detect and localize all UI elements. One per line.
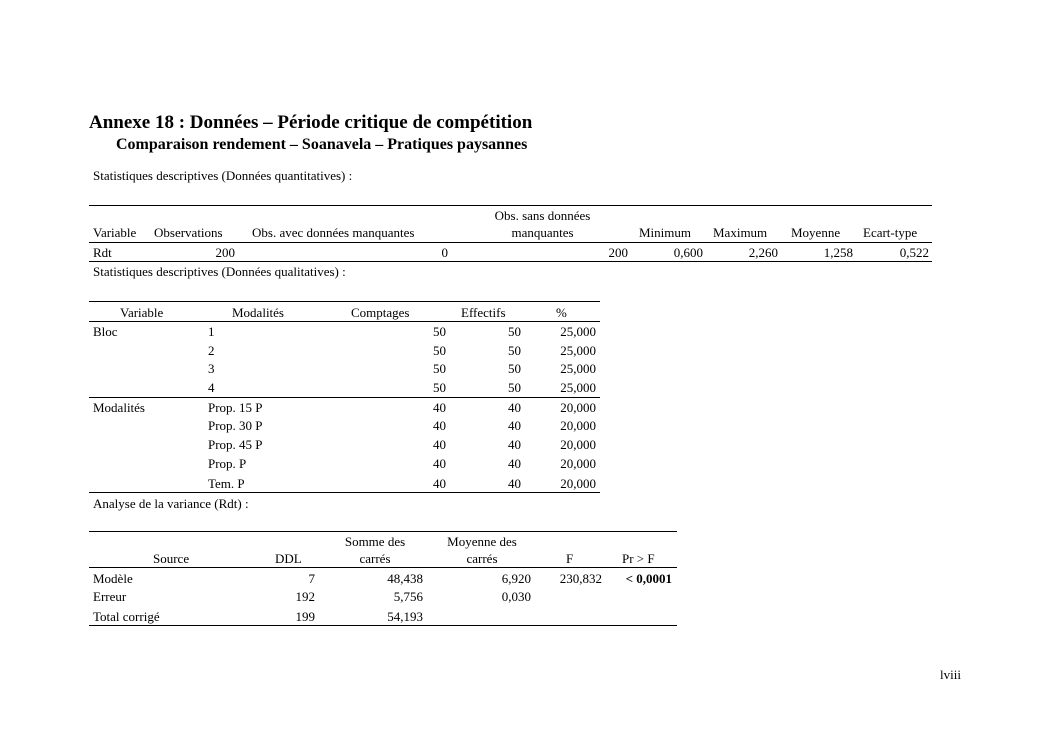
table-rule <box>89 321 600 322</box>
cell-comptage: 50 <box>433 380 446 395</box>
cell-source: Modèle <box>93 571 133 586</box>
cell-pct: 25,000 <box>560 324 596 339</box>
col-header-observations: Observations <box>154 225 223 240</box>
table-rule <box>89 625 677 626</box>
cell-effectif: 40 <box>508 476 521 491</box>
cell-effectif: 40 <box>508 456 521 471</box>
cell-maximum: 2,260 <box>748 245 778 260</box>
col-header-mc-line1: Moyenne des <box>447 534 517 549</box>
cell-moyenne: 1,258 <box>823 245 853 260</box>
cell-pct: 25,000 <box>560 380 596 395</box>
cell-modalite: 4 <box>208 380 215 395</box>
cell-modalite: Prop. 30 P <box>208 418 263 433</box>
col-header-pr: Pr > F <box>622 551 655 566</box>
cell-effectif: 50 <box>508 324 521 339</box>
col-header-comptages: Comptages <box>351 305 410 320</box>
cell-pct: 25,000 <box>560 361 596 376</box>
table-rule <box>89 242 932 243</box>
cell-observations: 200 <box>215 245 235 260</box>
cell-minimum: 0,600 <box>673 245 703 260</box>
cell-comptage: 40 <box>433 437 446 452</box>
cell-ecart: 0,522 <box>899 245 929 260</box>
cell-comptage: 50 <box>433 324 446 339</box>
col-header-ddl: DDL <box>275 551 302 566</box>
col-header-minimum: Minimum <box>639 225 692 240</box>
cell-comptage: 40 <box>433 456 446 471</box>
cell-source: Erreur <box>93 589 127 604</box>
cell-nomissing: 200 <box>608 245 628 260</box>
col-header-variable: Variable <box>120 305 164 320</box>
cell-pct: 25,000 <box>560 343 596 358</box>
cell-comptage: 50 <box>433 361 446 376</box>
cell-source: Total corrigé <box>93 609 160 624</box>
table-rule <box>89 567 677 568</box>
cell-variable: Rdt <box>93 245 112 260</box>
anova-caption: Analyse de la variance (Rdt) : <box>93 496 249 511</box>
cell-modalite: 2 <box>208 343 215 358</box>
group-label-bloc: Bloc <box>93 324 118 339</box>
cell-effectif: 40 <box>508 400 521 415</box>
cell-modalite: Prop. 15 P <box>208 400 263 415</box>
cell-mc: 6,920 <box>501 571 531 586</box>
page-number: lviii <box>940 667 961 682</box>
cell-pr: < 0,0001 <box>625 571 672 586</box>
col-header-modalites: Modalités <box>232 305 284 320</box>
cell-pct: 20,000 <box>560 476 596 491</box>
cell-modalite: Prop. 45 P <box>208 437 263 452</box>
table-rule <box>89 492 600 493</box>
qualitative-caption: Statistiques descriptives (Données qualitatives) : <box>93 264 346 279</box>
table-rule <box>89 531 677 532</box>
cell-effectif: 40 <box>508 418 521 433</box>
cell-mc: 0,030 <box>501 589 531 604</box>
cell-comptage: 40 <box>433 418 446 433</box>
col-header-nomissing-line2: manquantes <box>511 225 574 240</box>
page-title: Annexe 18 : Données – Période critique de compétition <box>89 112 533 133</box>
cell-sc: 48,438 <box>387 571 423 586</box>
col-header-sc-line1: Somme des <box>344 534 406 549</box>
cell-ddl: 199 <box>295 609 315 624</box>
cell-effectif: 40 <box>508 437 521 452</box>
cell-pct: 20,000 <box>560 456 596 471</box>
cell-missing: 0 <box>441 245 448 260</box>
table-rule <box>89 301 600 302</box>
cell-modalite: Tem. P <box>208 476 245 491</box>
cell-modalite: 1 <box>208 324 215 339</box>
cell-comptage: 40 <box>433 476 446 491</box>
col-header-moyenne: Moyenne <box>791 225 841 240</box>
col-header-f: F <box>566 551 574 566</box>
col-header-ecart: Ecart-type <box>863 225 918 240</box>
cell-sc: 54,193 <box>387 609 423 624</box>
col-header-variable: Variable <box>93 225 137 240</box>
cell-comptage: 50 <box>433 343 446 358</box>
table-rule <box>89 397 600 398</box>
cell-effectif: 50 <box>508 343 521 358</box>
cell-sc: 5,756 <box>393 589 423 604</box>
cell-f: 230,832 <box>559 571 602 586</box>
table-rule <box>89 261 932 262</box>
col-header-maximum: Maximum <box>713 225 768 240</box>
col-header-source: Source <box>153 551 190 566</box>
cell-ddl: 7 <box>308 571 315 586</box>
col-header-sc-line2: carrés <box>359 551 391 566</box>
cell-pct: 20,000 <box>560 400 596 415</box>
cell-comptage: 40 <box>433 400 446 415</box>
col-header-effectifs: Effectifs <box>461 305 506 320</box>
quantitative-caption: Statistiques descriptives (Données quantitatives) : <box>93 168 353 183</box>
cell-effectif: 50 <box>508 361 521 376</box>
cell-pct: 20,000 <box>560 418 596 433</box>
cell-modalite: 3 <box>208 361 215 376</box>
cell-effectif: 50 <box>508 380 521 395</box>
page-subtitle: Comparaison rendement – Soanavela – Pratiques paysannes <box>116 136 528 153</box>
table-rule <box>89 205 932 206</box>
cell-ddl: 192 <box>295 589 315 604</box>
col-header-nomissing-line1: Obs. sans données <box>494 208 591 223</box>
group-label-modalites: Modalités <box>93 400 145 415</box>
col-header-missing: Obs. avec données manquantes <box>252 225 415 240</box>
cell-pct: 20,000 <box>560 437 596 452</box>
cell-modalite: Prop. P <box>208 456 247 471</box>
col-header-mc-line2: carrés <box>466 551 498 566</box>
col-header-pct: % <box>556 305 567 320</box>
